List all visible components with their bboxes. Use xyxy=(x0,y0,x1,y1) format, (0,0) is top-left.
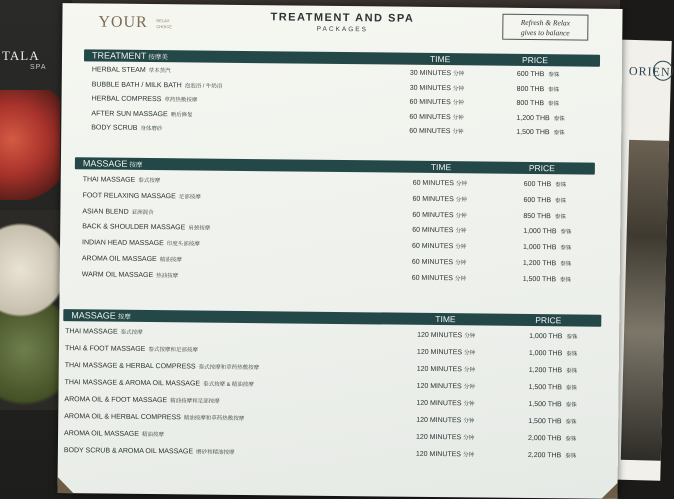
menu-row xyxy=(82,254,590,271)
duration-value: 120 MINUTES xyxy=(416,348,463,357)
section-title-en: MASSAGE xyxy=(71,310,116,321)
service-name-en: AROMA OIL MASSAGE xyxy=(64,430,139,438)
menu-title: TREATMENT AND SPA xyxy=(270,11,415,25)
service-name-cn: 身体磨砂 xyxy=(140,125,163,133)
service-name xyxy=(82,223,210,232)
service-name-cn: 泰式按摩 xyxy=(120,329,143,336)
duration-unit-cn: 分钟 xyxy=(452,100,464,107)
duration-unit-cn: 分钟 xyxy=(453,71,465,78)
menu-row xyxy=(64,429,588,446)
duration-value: 60 MINUTES xyxy=(412,227,454,235)
price xyxy=(516,113,564,122)
right-brochure-photo xyxy=(621,140,669,461)
duration-value: 120 MINUTES xyxy=(416,365,462,374)
duration-unit-cn: 分钟 xyxy=(463,435,475,442)
price xyxy=(529,383,577,392)
duration xyxy=(412,226,466,235)
service-name-cn: 草本蒸汽 xyxy=(148,67,171,75)
service-name xyxy=(91,123,162,132)
duration xyxy=(417,348,475,357)
section-title xyxy=(92,49,168,64)
time-column-header: TIME xyxy=(430,161,452,173)
price-value: 1,200 THB xyxy=(528,366,563,375)
menu-row xyxy=(82,207,590,224)
price xyxy=(523,212,566,220)
duration xyxy=(417,331,475,340)
service-name-en: HERBAL COMPRESS xyxy=(91,95,162,104)
service-name-cn: 磨砂和精油按摩 xyxy=(196,449,235,456)
duration-value: 60 MINUTES xyxy=(409,127,451,136)
service-name xyxy=(64,395,219,405)
price xyxy=(528,400,576,409)
price-currency-cn: 泰铢 xyxy=(554,213,566,220)
price-currency-cn: 泰铢 xyxy=(565,453,577,460)
menu-row xyxy=(82,238,590,255)
price xyxy=(524,196,567,204)
duration-unit-cn: 分钟 xyxy=(455,212,467,219)
service-name-en: BUBBLE BATH / MILK BATH xyxy=(91,80,182,89)
price-currency-cn: 泰铢 xyxy=(565,436,577,443)
duration-value: 120 MINUTES xyxy=(415,450,462,459)
duration-value: 30 MINUTES xyxy=(409,69,452,78)
duration xyxy=(409,127,463,136)
service-name xyxy=(83,191,201,200)
menu-row xyxy=(83,175,591,192)
duration xyxy=(417,365,475,374)
service-name-cn: 泰式按摩 xyxy=(138,177,161,185)
section-title-cn: 按摩美 xyxy=(148,53,168,62)
price-value: 600 THB xyxy=(523,180,552,189)
service-name xyxy=(64,412,244,422)
service-name xyxy=(82,238,200,247)
price-currency-cn: 泰铢 xyxy=(553,115,565,122)
price-value: 1,000 THB xyxy=(523,244,557,252)
price-currency-cn: 泰铢 xyxy=(560,229,572,236)
service-name-en: INDIAN HEAD MASSAGE xyxy=(82,239,164,248)
duration-unit-cn: 分钟 xyxy=(455,244,467,251)
service-name xyxy=(65,361,259,371)
menu-subtitle: PACKAGES xyxy=(316,25,368,34)
menu-row xyxy=(64,395,588,412)
price-column-header: PRICE xyxy=(528,162,555,174)
duration-value: 120 MINUTES xyxy=(417,331,463,340)
brand-logo: YOUR xyxy=(98,13,148,31)
service-name-cn: 印度头部按摩 xyxy=(166,241,200,248)
duration-unit-cn: 分钟 xyxy=(452,114,464,121)
right-brochure-logo: ORIEN xyxy=(628,63,671,79)
duration-unit-cn: 分钟 xyxy=(455,181,467,188)
price-value: 1,200 THB xyxy=(522,259,557,268)
price xyxy=(523,259,571,268)
price xyxy=(528,417,576,426)
service-name-cn: 泰式按摩和足部按摩 xyxy=(148,346,198,354)
duration xyxy=(416,399,474,408)
price-value: 1,000 THB xyxy=(523,228,557,236)
service-name xyxy=(92,94,198,103)
corner-protector xyxy=(601,483,617,499)
service-name xyxy=(64,429,164,438)
service-name-en: THAI MASSAGE xyxy=(65,328,118,336)
menu-row xyxy=(65,378,589,395)
corner-protector xyxy=(57,477,73,493)
duration xyxy=(416,416,474,425)
service-name xyxy=(64,446,235,456)
duration-unit-cn: 分钟 xyxy=(455,228,467,235)
duration xyxy=(412,258,466,267)
duration xyxy=(410,98,464,107)
service-name-cn: 精油按摩和草药热敷按摩 xyxy=(183,415,245,423)
duration-value: 30 MINUTES xyxy=(409,84,451,92)
menu-row xyxy=(65,344,589,361)
price xyxy=(528,434,576,443)
price-value: 1,500 THB xyxy=(528,417,562,426)
price xyxy=(529,366,577,375)
time-column-header: TIME xyxy=(429,53,451,65)
service-name xyxy=(82,254,182,263)
duration-value: 120 MINUTES xyxy=(416,433,462,442)
duration-unit-cn: 分钟 xyxy=(463,367,475,374)
duration-value: 60 MINUTES xyxy=(409,98,451,107)
price xyxy=(529,332,577,341)
duration-value: 120 MINUTES xyxy=(416,416,462,425)
service-name-en: ASIAN BLEND xyxy=(82,207,129,216)
service-name-cn: 精油按摩 xyxy=(141,431,164,439)
slogan-line-2: gives to balance xyxy=(520,27,570,38)
duration-value: 120 MINUTES xyxy=(416,382,462,391)
price-currency-cn: 泰铢 xyxy=(553,130,565,137)
price-column-header: PRICE xyxy=(521,54,549,66)
duration-unit-cn: 分钟 xyxy=(455,197,467,204)
spa-menu-card xyxy=(57,3,622,499)
service-name-en: AROMA OIL & FOOT MASSAGE xyxy=(64,396,168,405)
price-value: 800 THB xyxy=(516,99,545,108)
section-header xyxy=(63,309,601,327)
left-brochure-logo-sub: SPA xyxy=(30,64,47,71)
menu-row xyxy=(82,191,590,208)
price-currency-cn: 泰铢 xyxy=(548,86,560,93)
service-name-cn: 热油按摩 xyxy=(156,272,179,280)
time-column-header: TIME xyxy=(435,314,456,325)
price-currency-cn: 泰铢 xyxy=(555,182,567,189)
price-value: 1,200 THB xyxy=(516,114,550,122)
service-name-cn: 泰式按摩 & 精油按摩 xyxy=(203,381,254,389)
price xyxy=(516,128,564,137)
price-value: 1,000 THB xyxy=(528,349,563,358)
price-value: 800 THB xyxy=(516,85,545,93)
service-name-cn: 精油按摩 xyxy=(159,257,182,264)
service-name-cn: 精油按摩和足部按摩 xyxy=(170,398,220,405)
duration xyxy=(416,450,474,459)
service-name-cn: 晒后修复 xyxy=(170,111,193,118)
price-currency-cn: 泰铢 xyxy=(565,419,577,426)
service-name xyxy=(83,175,161,184)
duration-value: 60 MINUTES xyxy=(412,179,454,188)
duration-unit-cn: 分钟 xyxy=(452,85,464,92)
duration xyxy=(412,274,466,283)
duration xyxy=(413,195,467,204)
duration xyxy=(410,83,464,92)
brand-tagline: RELAX CHOICE xyxy=(156,18,172,30)
price-currency-cn: 泰铢 xyxy=(560,277,572,284)
duration-value: 60 MINUTES xyxy=(412,195,454,203)
price-value: 600 THB xyxy=(523,196,552,205)
price-currency-cn: 泰铢 xyxy=(566,334,578,341)
duration-unit-cn: 分钟 xyxy=(455,260,467,267)
menu-row xyxy=(65,361,589,378)
duration-value: 60 MINUTES xyxy=(412,211,454,219)
service-name xyxy=(92,80,223,89)
duration-value: 60 MINUTES xyxy=(411,274,453,282)
price-currency-cn: 泰铢 xyxy=(565,385,577,392)
service-name xyxy=(65,327,143,336)
service-name-en: AROMA OIL MASSAGE xyxy=(81,255,157,264)
price xyxy=(517,99,560,107)
duration xyxy=(413,179,467,188)
duration xyxy=(416,433,474,442)
price xyxy=(523,243,571,252)
price-currency-cn: 泰铢 xyxy=(560,261,572,268)
service-name-en: BODY SCRUB & AROMA OIL MASSAGE xyxy=(63,447,194,456)
duration-value: 60 MINUTES xyxy=(409,113,451,121)
menu-row xyxy=(64,412,588,429)
service-name-cn: 肩颈按摩 xyxy=(188,225,211,233)
service-name xyxy=(82,207,153,216)
price xyxy=(524,180,567,188)
price xyxy=(529,349,577,358)
duration xyxy=(410,69,464,78)
duration xyxy=(412,210,466,219)
food-photo xyxy=(0,210,66,410)
service-name-cn: 亚洲混合 xyxy=(131,209,154,216)
duration-value: 60 MINUTES xyxy=(412,242,454,251)
menu-row xyxy=(65,327,589,344)
flower-photo xyxy=(0,90,60,200)
service-name-cn: 足部按摩 xyxy=(178,194,201,201)
duration-value: 60 MINUTES xyxy=(411,258,454,267)
price-value: 850 THB xyxy=(523,212,551,220)
service-name-en: BODY SCRUB xyxy=(91,124,138,132)
service-name-en: THAI MASSAGE & AROMA OIL MASSAGE xyxy=(64,379,201,388)
duration xyxy=(412,242,466,251)
duration-unit-cn: 分钟 xyxy=(464,333,476,340)
service-name xyxy=(92,65,171,74)
price-value: 2,000 THB xyxy=(528,434,562,443)
duration-unit-cn: 分钟 xyxy=(463,418,475,425)
price-currency-cn: 泰铢 xyxy=(566,368,578,375)
price-value: 1,500 THB xyxy=(528,383,562,392)
service-name-en: HERBAL STEAM xyxy=(91,66,146,74)
section-header xyxy=(75,157,595,174)
service-name-en: THAI & FOOT MASSAGE xyxy=(64,345,146,353)
duration xyxy=(417,382,475,391)
price-value: 1,500 THB xyxy=(528,400,562,409)
duration-unit-cn: 分钟 xyxy=(454,276,466,283)
duration-unit-cn: 分钟 xyxy=(462,452,475,459)
duration-unit-cn: 分钟 xyxy=(463,401,475,408)
price xyxy=(523,275,571,284)
service-name-cn: 泡泡浴 / 牛奶浴 xyxy=(184,82,223,90)
service-name-en: THAI MASSAGE & HERBAL COMPRESS xyxy=(64,362,196,371)
price-column-header: PRICE xyxy=(535,315,562,326)
menu-row xyxy=(91,123,591,140)
service-name-cn: 草药热敷按摩 xyxy=(164,97,198,104)
service-name-en: WARM OIL MASSAGE xyxy=(81,271,154,279)
duration-unit-cn: 分钟 xyxy=(452,129,464,136)
price-currency-cn: 泰铢 xyxy=(548,72,560,79)
price-currency-cn: 泰铢 xyxy=(560,245,572,252)
price-value: 1,500 THB xyxy=(516,128,550,137)
section-header xyxy=(84,49,600,66)
price-value: 2,200 THB xyxy=(527,451,562,460)
price xyxy=(517,70,560,78)
menu-row xyxy=(64,446,588,463)
price xyxy=(523,227,571,236)
duration xyxy=(409,112,463,121)
price-currency-cn: 泰铢 xyxy=(548,101,560,108)
service-name xyxy=(91,109,192,118)
service-name-en: BACK & SHOULDER MASSAGE xyxy=(82,223,186,232)
service-name-en: FOOT RELAXING MASSAGE xyxy=(82,192,176,201)
section-title xyxy=(71,309,131,324)
price-value: 600 THB xyxy=(516,70,545,79)
service-name-en: THAI MASSAGE xyxy=(82,176,136,184)
section-title-cn: 按摩 xyxy=(117,313,131,321)
service-name-en: AROMA OIL & HERBAL COMPRESS xyxy=(64,413,181,422)
price-currency-cn: 泰铢 xyxy=(566,351,578,358)
price-currency-cn: 泰铢 xyxy=(555,198,567,205)
section-title-en: TREATMENT xyxy=(91,50,147,61)
price-value: 1,500 THB xyxy=(522,275,557,284)
left-brochure-logo: TALA xyxy=(2,48,40,63)
price-currency-cn: 泰铢 xyxy=(565,402,577,409)
service-name xyxy=(65,378,254,388)
menu-row xyxy=(82,223,590,240)
service-name xyxy=(82,270,179,279)
slogan-line-1: Refresh & Relax xyxy=(520,17,571,28)
price xyxy=(528,451,576,460)
slogan-badge xyxy=(502,14,588,41)
section-title xyxy=(83,157,143,172)
price-value: 1,000 THB xyxy=(529,332,563,341)
section-title-cn: 按摩 xyxy=(129,161,143,169)
service-name xyxy=(65,344,198,353)
duration-value: 120 MINUTES xyxy=(416,399,462,408)
duration-unit-cn: 分钟 xyxy=(463,384,475,391)
menu-row xyxy=(82,270,590,287)
duration-unit-cn: 分钟 xyxy=(464,350,476,357)
service-name-cn: 泰式按摩和草药热敷按摩 xyxy=(198,364,260,372)
section-title-en: MASSAGE xyxy=(82,158,128,169)
service-name-en: AFTER SUN MASSAGE xyxy=(91,109,168,118)
price xyxy=(517,84,560,92)
